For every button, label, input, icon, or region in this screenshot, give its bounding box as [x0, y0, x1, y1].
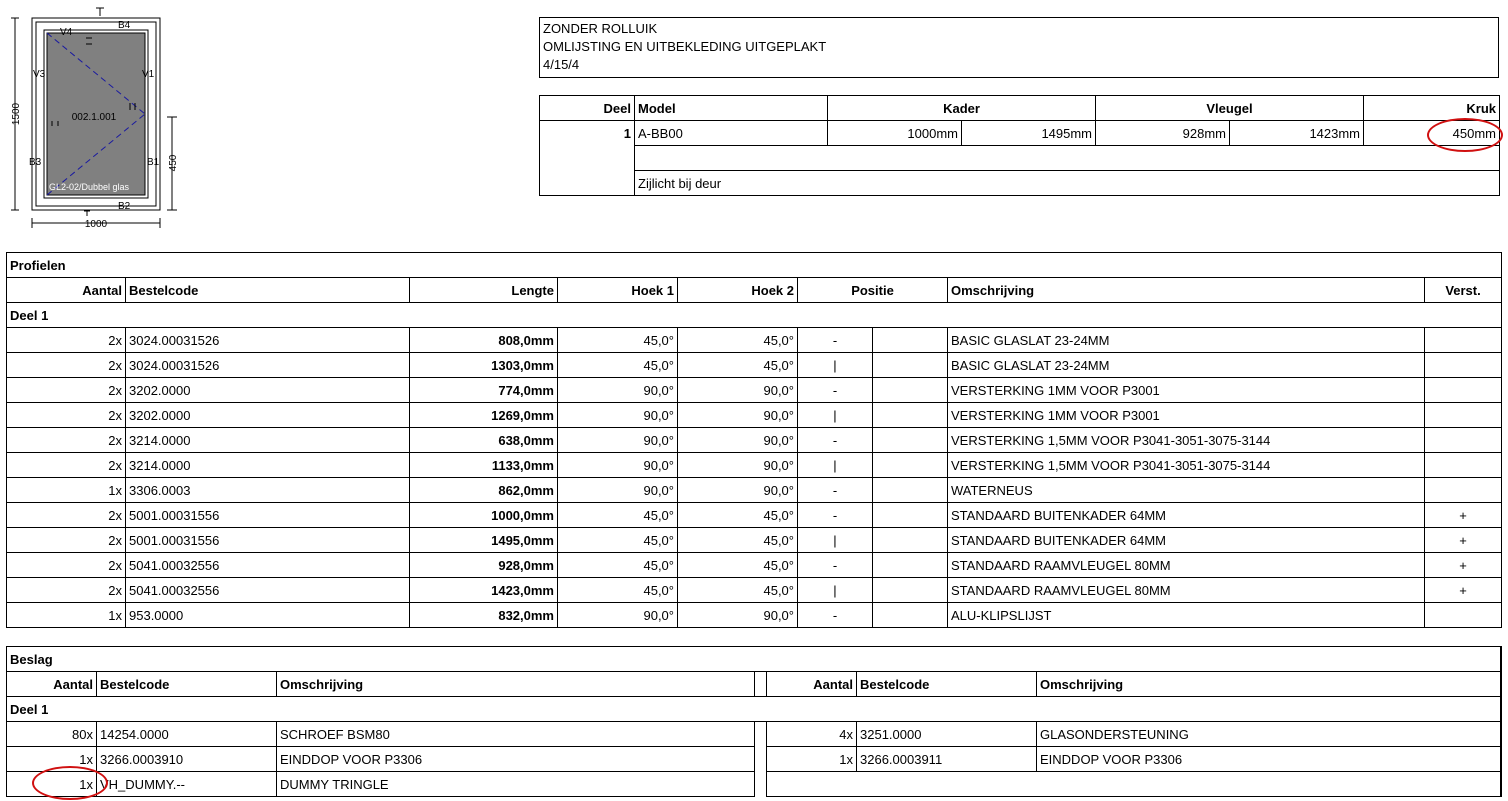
vleugel-width: 928mm — [1096, 121, 1230, 146]
table-row — [7, 772, 1501, 797]
aantal-cell: 2x — [7, 428, 126, 453]
beslag-bestelcode-cell: 3266.0003911 — [857, 747, 1037, 772]
hoek1-cell: 90,0° — [558, 478, 678, 503]
hoek1-cell: 90,0° — [558, 453, 678, 478]
positie-cell: - — [798, 328, 873, 353]
lengte-cell: 832,0mm — [410, 603, 558, 628]
table-row — [7, 328, 1502, 353]
lengte-cell: 1423,0mm — [410, 578, 558, 603]
lengte-cell: 928,0mm — [410, 553, 558, 578]
beslag-col-omschrijving-right: Omschrijving — [1037, 672, 1501, 697]
aantal-cell: 2x — [7, 503, 126, 528]
hoek2-cell: 90,0° — [678, 378, 798, 403]
highlight-circle-dummy — [32, 766, 108, 800]
verst-cell — [1425, 453, 1502, 478]
hoek1-cell: 90,0° — [558, 403, 678, 428]
header-vleugel: Vleugel — [1096, 96, 1364, 121]
kader-height: 1495mm — [962, 121, 1096, 146]
hoek1-cell: 90,0° — [558, 378, 678, 403]
bestelcode-cell: 3214.0000 — [126, 428, 410, 453]
highlight-circle-kruk — [1427, 118, 1503, 152]
table-row — [7, 478, 1502, 503]
lengte-cell: 1303,0mm — [410, 353, 558, 378]
label-b4: B4 — [118, 20, 131, 31]
bestelcode-cell: 5041.00032556 — [126, 553, 410, 578]
beslag-col-bestelcode-left: Bestelcode — [97, 672, 277, 697]
glass-label: GL2-02/Dubbel glas — [49, 182, 130, 192]
verst-cell — [1425, 353, 1502, 378]
beslag-aantal-cell: 4x — [767, 722, 857, 747]
aantal-cell: 2x — [7, 353, 126, 378]
header-model: Model — [635, 96, 828, 121]
label-v3: V3 — [33, 69, 46, 80]
omschrijving-cell: STANDAARD BUITENKADER 64MM — [948, 503, 1425, 528]
profielen-table — [6, 252, 1502, 628]
table-row — [7, 353, 1502, 378]
positie-cell: | — [798, 353, 873, 378]
positie-cell: | — [798, 578, 873, 603]
positie-extra-cell — [873, 553, 948, 578]
table-row — [7, 528, 1502, 553]
omschrijving-cell: STANDAARD RAAMVLEUGEL 80MM — [948, 553, 1425, 578]
beslag-col-omschrijving-left: Omschrijving — [277, 672, 755, 697]
window-center-label: 002.1.001 — [71, 112, 117, 123]
table-row — [7, 747, 1501, 772]
beslag-bestelcode-cell: VH_DUMMY.-- — [97, 772, 277, 797]
vleugel-height: 1423mm — [1230, 121, 1364, 146]
lengte-cell: 862,0mm — [410, 478, 558, 503]
hoek1-cell: 45,0° — [558, 503, 678, 528]
header-kruk: Kruk — [1364, 96, 1500, 121]
beslag-aantal-cell: 1x — [767, 747, 857, 772]
beslag-omschrijving-cell: DUMMY TRINGLE — [277, 772, 755, 797]
verst-cell — [1425, 378, 1502, 403]
label-v4: V4 — [60, 27, 73, 38]
beslag-gap-cell — [755, 747, 767, 772]
positie-extra-cell — [873, 603, 948, 628]
col-hoek2: Hoek 2 — [678, 278, 798, 303]
hoek2-cell: 90,0° — [678, 428, 798, 453]
beslag-bestelcode-cell: 3251.0000 — [857, 722, 1037, 747]
beslag-col-aantal-right: Aantal — [767, 672, 857, 697]
positie-extra-cell — [873, 428, 948, 453]
beslag-bestelcode-cell: 14254.0000 — [97, 722, 277, 747]
bestelcode-cell: 5001.00031556 — [126, 503, 410, 528]
beslag-table — [6, 646, 1502, 797]
table-row — [7, 403, 1502, 428]
lengte-cell: 808,0mm — [410, 328, 558, 353]
col-hoek1: Hoek 1 — [558, 278, 678, 303]
hoek2-cell: 45,0° — [678, 353, 798, 378]
positie-extra-cell — [873, 453, 948, 478]
bestelcode-cell: 953.0000 — [126, 603, 410, 628]
height-dimension-label: 1500 — [11, 102, 22, 126]
table-row — [7, 553, 1502, 578]
positie-cell: - — [798, 378, 873, 403]
aantal-cell: 2x — [7, 453, 126, 478]
kader-width: 1000mm — [828, 121, 962, 146]
omschrijving-cell: ALU-KLIPSLIJST — [948, 603, 1425, 628]
hoek1-cell: 45,0° — [558, 353, 678, 378]
hoek1-cell: 45,0° — [558, 553, 678, 578]
table-row — [7, 378, 1502, 403]
verst-cell: + — [1425, 528, 1502, 553]
hoek2-cell: 90,0° — [678, 403, 798, 428]
positie-extra-cell — [873, 378, 948, 403]
hoek1-cell: 90,0° — [558, 428, 678, 453]
profielen-group-deel1: Deel 1 — [7, 303, 1502, 328]
bestelcode-cell: 3214.0000 — [126, 453, 410, 478]
window-drawing — [0, 0, 200, 235]
beslag-bestelcode-cell: 3266.0003910 — [97, 747, 277, 772]
deel-number: 1 — [540, 121, 635, 196]
omschrijving-cell: BASIC GLASLAT 23-24MM — [948, 328, 1425, 353]
beslag-omschrijving-cell: EINDDOP VOOR P3306 — [277, 747, 755, 772]
omschrijving-cell: STANDAARD BUITENKADER 64MM — [948, 528, 1425, 553]
bestelcode-cell: 5041.00032556 — [126, 578, 410, 603]
positie-extra-cell — [873, 353, 948, 378]
table-row — [7, 428, 1502, 453]
beslag-empty-cell — [767, 772, 1501, 797]
verst-cell — [1425, 478, 1502, 503]
table-row — [7, 578, 1502, 603]
table-row — [7, 603, 1502, 628]
info-line-2: OMLIJSTING EN UITBEKLEDING UITGEPLAKT — [543, 39, 827, 54]
verst-cell — [1425, 328, 1502, 353]
aantal-cell: 1x — [7, 603, 126, 628]
table-row — [7, 503, 1502, 528]
beslag-col-aantal-left: Aantal — [7, 672, 97, 697]
verst-cell: + — [1425, 578, 1502, 603]
positie-cell: - — [798, 553, 873, 578]
aantal-cell: 2x — [7, 378, 126, 403]
beslag-omschrijving-cell: GLASONDERSTEUNING — [1037, 722, 1501, 747]
bestelcode-cell: 3306.0003 — [126, 478, 410, 503]
lengte-cell: 638,0mm — [410, 428, 558, 453]
table-row — [7, 453, 1502, 478]
hoek2-cell: 45,0° — [678, 328, 798, 353]
beslag-aantal-cell: 1x — [7, 747, 97, 772]
col-verst: Verst. — [1425, 278, 1502, 303]
header-deel: Deel — [540, 96, 635, 121]
hoek2-cell: 90,0° — [678, 453, 798, 478]
hoek1-cell: 45,0° — [558, 578, 678, 603]
hoek2-cell: 45,0° — [678, 578, 798, 603]
omschrijving-cell: BASIC GLASLAT 23-24MM — [948, 353, 1425, 378]
beslag-omschrijving-cell: SCHROEF BSM80 — [277, 722, 755, 747]
verst-cell: + — [1425, 553, 1502, 578]
hoek2-cell: 45,0° — [678, 553, 798, 578]
hoek2-cell: 90,0° — [678, 603, 798, 628]
hoek1-cell: 45,0° — [558, 328, 678, 353]
positie-extra-cell — [873, 528, 948, 553]
width-dimension-label: 1000 — [84, 219, 108, 230]
positie-extra-cell — [873, 328, 948, 353]
info-box — [539, 17, 1499, 78]
positie-cell: - — [798, 603, 873, 628]
lengte-cell: 774,0mm — [410, 378, 558, 403]
col-bestelcode: Bestelcode — [126, 278, 410, 303]
positie-cell: | — [798, 528, 873, 553]
beslag-gap-cell — [755, 722, 767, 747]
aantal-cell: 2x — [7, 553, 126, 578]
aantal-cell: 2x — [7, 403, 126, 428]
col-omschrijving: Omschrijving — [948, 278, 1425, 303]
label-b2: B2 — [118, 201, 131, 212]
omschrijving-cell: WATERNEUS — [948, 478, 1425, 503]
positie-extra-cell — [873, 503, 948, 528]
bestelcode-cell: 3202.0000 — [126, 403, 410, 428]
col-aantal: Aantal — [7, 278, 126, 303]
label-b1: B1 — [147, 157, 160, 168]
table-row — [7, 722, 1501, 747]
positie-extra-cell — [873, 478, 948, 503]
verst-cell — [1425, 428, 1502, 453]
omschrijving-cell: VERSTERKING 1,5MM VOOR P3041-3051-3075-3144 — [948, 453, 1425, 478]
positie-cell: | — [798, 403, 873, 428]
lengte-cell: 1133,0mm — [410, 453, 558, 478]
profielen-title: Profielen — [7, 253, 1502, 278]
positie-extra-cell — [873, 578, 948, 603]
verst-cell: + — [1425, 503, 1502, 528]
beslag-group-deel1: Deel 1 — [7, 697, 1501, 722]
aantal-cell: 2x — [7, 578, 126, 603]
hoek2-cell: 45,0° — [678, 503, 798, 528]
verst-cell — [1425, 603, 1502, 628]
bestelcode-cell: 3024.00031526 — [126, 353, 410, 378]
hoek1-cell: 45,0° — [558, 528, 678, 553]
lengte-cell: 1269,0mm — [410, 403, 558, 428]
bestelcode-cell: 5001.00031556 — [126, 528, 410, 553]
bestelcode-cell: 3024.00031526 — [126, 328, 410, 353]
omschrijving-cell: VERSTERKING 1MM VOOR P3001 — [948, 378, 1425, 403]
info-line-1: ZONDER ROLLUIK — [543, 21, 658, 36]
beslag-gap-cell — [755, 772, 767, 797]
aantal-cell: 1x — [7, 478, 126, 503]
aantal-cell: 2x — [7, 328, 126, 353]
model-value: A-BB00 — [635, 121, 828, 146]
empty-row — [635, 146, 1500, 171]
handle-dimension-label: 450 — [168, 154, 179, 172]
omschrijving-cell: STANDAARD RAAMVLEUGEL 80MM — [948, 578, 1425, 603]
positie-cell: | — [798, 453, 873, 478]
aantal-cell: 2x — [7, 528, 126, 553]
beslag-omschrijving-cell: EINDDOP VOOR P3306 — [1037, 747, 1501, 772]
label-b3: B3 — [29, 157, 42, 168]
beslag-title: Beslag — [7, 647, 1501, 672]
beslag-aantal-cell: 1x — [7, 772, 97, 797]
verst-cell — [1425, 403, 1502, 428]
omschrijving-cell: VERSTERKING 1,5MM VOOR P3041-3051-3075-3144 — [948, 428, 1425, 453]
col-positie: Positie — [798, 278, 948, 303]
col-lengte: Lengte — [410, 278, 558, 303]
hoek1-cell: 90,0° — [558, 603, 678, 628]
positie-cell: - — [798, 428, 873, 453]
info-line-3: 4/15/4 — [543, 57, 580, 72]
lengte-cell: 1000,0mm — [410, 503, 558, 528]
omschrijving-cell: VERSTERKING 1MM VOOR P3001 — [948, 403, 1425, 428]
kruk-value: 450mm — [1364, 121, 1500, 146]
positie-cell: - — [798, 503, 873, 528]
positie-extra-cell — [873, 403, 948, 428]
header-kader: Kader — [828, 96, 1096, 121]
beslag-aantal-cell: 80x — [7, 722, 97, 747]
hoek2-cell: 45,0° — [678, 528, 798, 553]
label-v1: V1 — [142, 69, 155, 80]
bestelcode-cell: 3202.0000 — [126, 378, 410, 403]
deel-table — [539, 95, 1500, 196]
deel-note: Zijlicht bij deur — [635, 171, 1500, 196]
positie-cell: - — [798, 478, 873, 503]
hoek2-cell: 90,0° — [678, 478, 798, 503]
lengte-cell: 1495,0mm — [410, 528, 558, 553]
beslag-col-bestelcode-right: Bestelcode — [857, 672, 1037, 697]
